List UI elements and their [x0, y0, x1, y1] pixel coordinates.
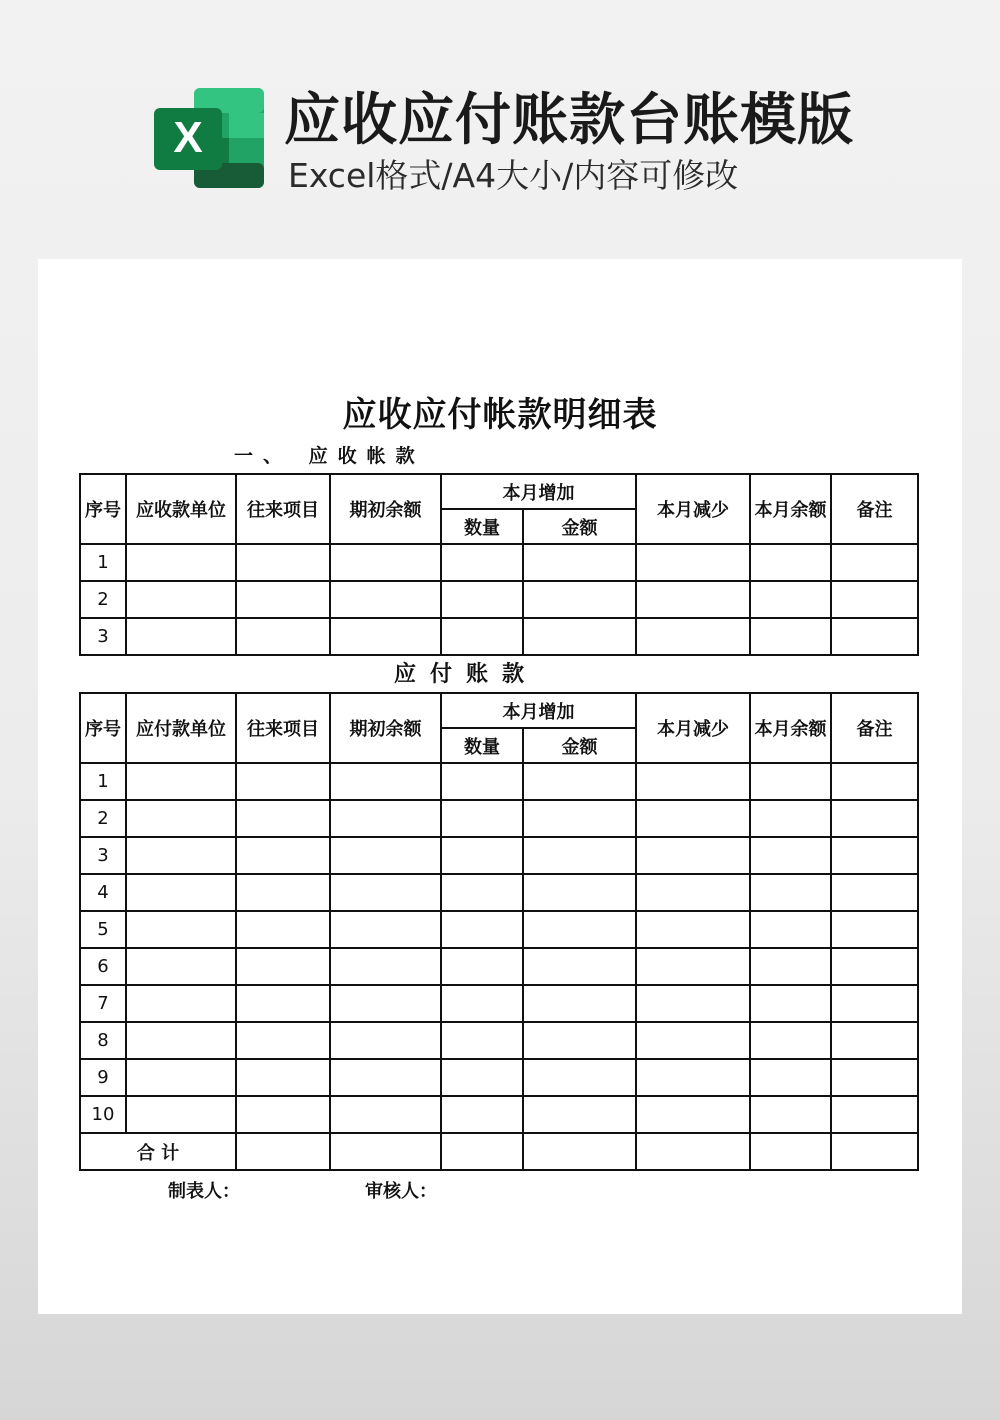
table-cell [523, 874, 636, 911]
table-cell [523, 800, 636, 837]
table-cell [236, 1096, 330, 1133]
header-remark: 备注 [831, 474, 918, 544]
table-cell [750, 763, 831, 800]
header-item: 往来项目 [236, 693, 330, 763]
header-quantity: 数量 [441, 728, 523, 763]
banner-title: 应收应付账款台账模版 [284, 88, 854, 153]
header-opening-balance: 期初余额 [330, 474, 441, 544]
table-cell [236, 911, 330, 948]
table-cell [441, 911, 523, 948]
table-cell [831, 874, 918, 911]
table-cell [126, 1022, 236, 1059]
template-banner [0, 0, 1000, 240]
table-cell [236, 763, 330, 800]
table-cell [330, 911, 441, 948]
table-cell [236, 800, 330, 837]
table-cell [636, 1059, 750, 1096]
receivables-table-body [80, 544, 918, 655]
header-item: 往来项目 [236, 474, 330, 544]
table-cell [750, 911, 831, 948]
table-cell [831, 948, 918, 985]
table-cell [831, 837, 918, 874]
table-cell [750, 1133, 831, 1170]
row-number: 9 [80, 1059, 126, 1096]
table-cell [236, 544, 330, 581]
table-cell [750, 837, 831, 874]
table-row [80, 837, 918, 874]
table-cell [831, 581, 918, 618]
table-cell [523, 1133, 636, 1170]
table-cell [330, 544, 441, 581]
table-cell [636, 837, 750, 874]
table-row [80, 985, 918, 1022]
row-number: 8 [80, 1022, 126, 1059]
table-cell [831, 1133, 918, 1170]
table-cell [441, 1022, 523, 1059]
table-cell [126, 763, 236, 800]
table-cell [750, 544, 831, 581]
table-cell [831, 618, 918, 655]
total-row [80, 1133, 918, 1170]
table-row [80, 618, 918, 655]
table-cell [330, 948, 441, 985]
table-cell [831, 1096, 918, 1133]
maker-label: 制表人： [168, 1181, 240, 1202]
header-month-balance: 本月余额 [750, 474, 831, 544]
table-cell [636, 618, 750, 655]
table-cell [831, 911, 918, 948]
table-cell [330, 1059, 441, 1096]
table-cell [441, 874, 523, 911]
section-receivables-title: 一、 应收帐款 [234, 445, 425, 467]
table-cell [330, 837, 441, 874]
table-cell [750, 874, 831, 911]
table-row [80, 874, 918, 911]
table-cell [523, 618, 636, 655]
header-month-decrease: 本月减少 [636, 474, 750, 544]
table-cell [330, 1096, 441, 1133]
document-page [38, 259, 962, 1314]
table-row [80, 911, 918, 948]
table-cell [330, 763, 441, 800]
table-cell [126, 544, 236, 581]
header-remark: 备注 [831, 693, 918, 763]
table-row [80, 1096, 918, 1133]
table-row [80, 1022, 918, 1059]
table-cell [750, 948, 831, 985]
table-cell [236, 1059, 330, 1096]
header-seq: 序号 [80, 474, 126, 544]
table-cell [750, 1059, 831, 1096]
header-amount: 金额 [523, 728, 636, 763]
table-cell [831, 763, 918, 800]
table-cell [750, 618, 831, 655]
table-cell [831, 544, 918, 581]
table-cell [523, 948, 636, 985]
table-cell [523, 1059, 636, 1096]
table-cell [441, 985, 523, 1022]
table-cell [330, 1133, 441, 1170]
payables-table [79, 692, 919, 1171]
table-cell [126, 800, 236, 837]
table-cell [330, 581, 441, 618]
header-receivable-unit: 应收款单位 [126, 474, 236, 544]
table-cell [523, 911, 636, 948]
table-cell [330, 618, 441, 655]
table-cell [441, 618, 523, 655]
row-number: 10 [80, 1096, 126, 1133]
table-cell [441, 1133, 523, 1170]
row-number: 1 [80, 544, 126, 581]
table-row [80, 763, 918, 800]
table-cell [831, 985, 918, 1022]
header-month-increase: 本月增加 [441, 474, 636, 509]
table-cell [636, 800, 750, 837]
banner-subtitle: Excel格式/A4大小/内容可修改 [288, 156, 739, 195]
table-cell [441, 948, 523, 985]
table-cell [330, 1022, 441, 1059]
table-cell [523, 985, 636, 1022]
table-cell [441, 581, 523, 618]
table-cell [330, 985, 441, 1022]
table-cell [236, 948, 330, 985]
row-number: 3 [80, 837, 126, 874]
table-cell [441, 837, 523, 874]
table-cell [441, 800, 523, 837]
table-cell [441, 544, 523, 581]
table-cell [523, 581, 636, 618]
header-payable-unit: 应付款单位 [126, 693, 236, 763]
header-month-balance: 本月余额 [750, 693, 831, 763]
table-cell [831, 800, 918, 837]
table-cell [636, 985, 750, 1022]
table-cell [523, 837, 636, 874]
row-number: 3 [80, 618, 126, 655]
table-cell [441, 1059, 523, 1096]
row-number: 7 [80, 985, 126, 1022]
table-cell [750, 1022, 831, 1059]
header-seq: 序号 [80, 693, 126, 763]
table-cell [523, 1096, 636, 1133]
auditor-label: 审核人： [365, 1181, 437, 1202]
table-cell [236, 985, 330, 1022]
table-cell [330, 800, 441, 837]
table-cell [636, 911, 750, 948]
table-cell [126, 1096, 236, 1133]
table-cell [523, 1022, 636, 1059]
table-cell [126, 948, 236, 985]
table-cell [236, 581, 330, 618]
row-number: 4 [80, 874, 126, 911]
table-row [80, 544, 918, 581]
table-cell [636, 1133, 750, 1170]
table-row [80, 1059, 918, 1096]
row-number: 2 [80, 581, 126, 618]
table-row [80, 581, 918, 618]
header-amount: 金额 [523, 509, 636, 544]
section-payables-title: 应付账款 [394, 662, 539, 687]
table-cell [750, 800, 831, 837]
table-cell [441, 1096, 523, 1133]
table-cell [126, 581, 236, 618]
row-number: 1 [80, 763, 126, 800]
table-cell [636, 1096, 750, 1133]
table-cell [330, 874, 441, 911]
table-cell [636, 1022, 750, 1059]
table-cell [750, 581, 831, 618]
table-cell [636, 948, 750, 985]
table-cell [831, 1022, 918, 1059]
table-row [80, 800, 918, 837]
table-cell [126, 874, 236, 911]
table-cell [750, 985, 831, 1022]
payables-table-body [80, 763, 918, 1133]
table-cell [126, 985, 236, 1022]
table-cell [236, 1133, 330, 1170]
excel-icon [154, 88, 264, 188]
table-cell [236, 1022, 330, 1059]
row-number: 2 [80, 800, 126, 837]
table-cell [126, 837, 236, 874]
table-cell [636, 874, 750, 911]
table-cell [441, 763, 523, 800]
table-cell [750, 1096, 831, 1133]
header-quantity: 数量 [441, 509, 523, 544]
row-number: 6 [80, 948, 126, 985]
table-row [80, 948, 918, 985]
table-cell [126, 618, 236, 655]
table-cell [236, 618, 330, 655]
header-month-increase: 本月增加 [441, 693, 636, 728]
table-cell [636, 544, 750, 581]
table-cell [126, 911, 236, 948]
header-opening-balance: 期初余额 [330, 693, 441, 763]
table-cell [236, 837, 330, 874]
total-label: 合 计 [80, 1133, 236, 1170]
table-cell [636, 763, 750, 800]
receivables-table [79, 473, 919, 656]
table-cell [126, 1059, 236, 1096]
table-cell [636, 581, 750, 618]
header-month-decrease: 本月减少 [636, 693, 750, 763]
document-title: 应收应付帐款明细表 [342, 395, 658, 435]
table-cell [523, 763, 636, 800]
table-cell [523, 544, 636, 581]
excel-logo-letter: X [173, 113, 203, 162]
table-cell [831, 1059, 918, 1096]
table-cell [236, 874, 330, 911]
row-number: 5 [80, 911, 126, 948]
